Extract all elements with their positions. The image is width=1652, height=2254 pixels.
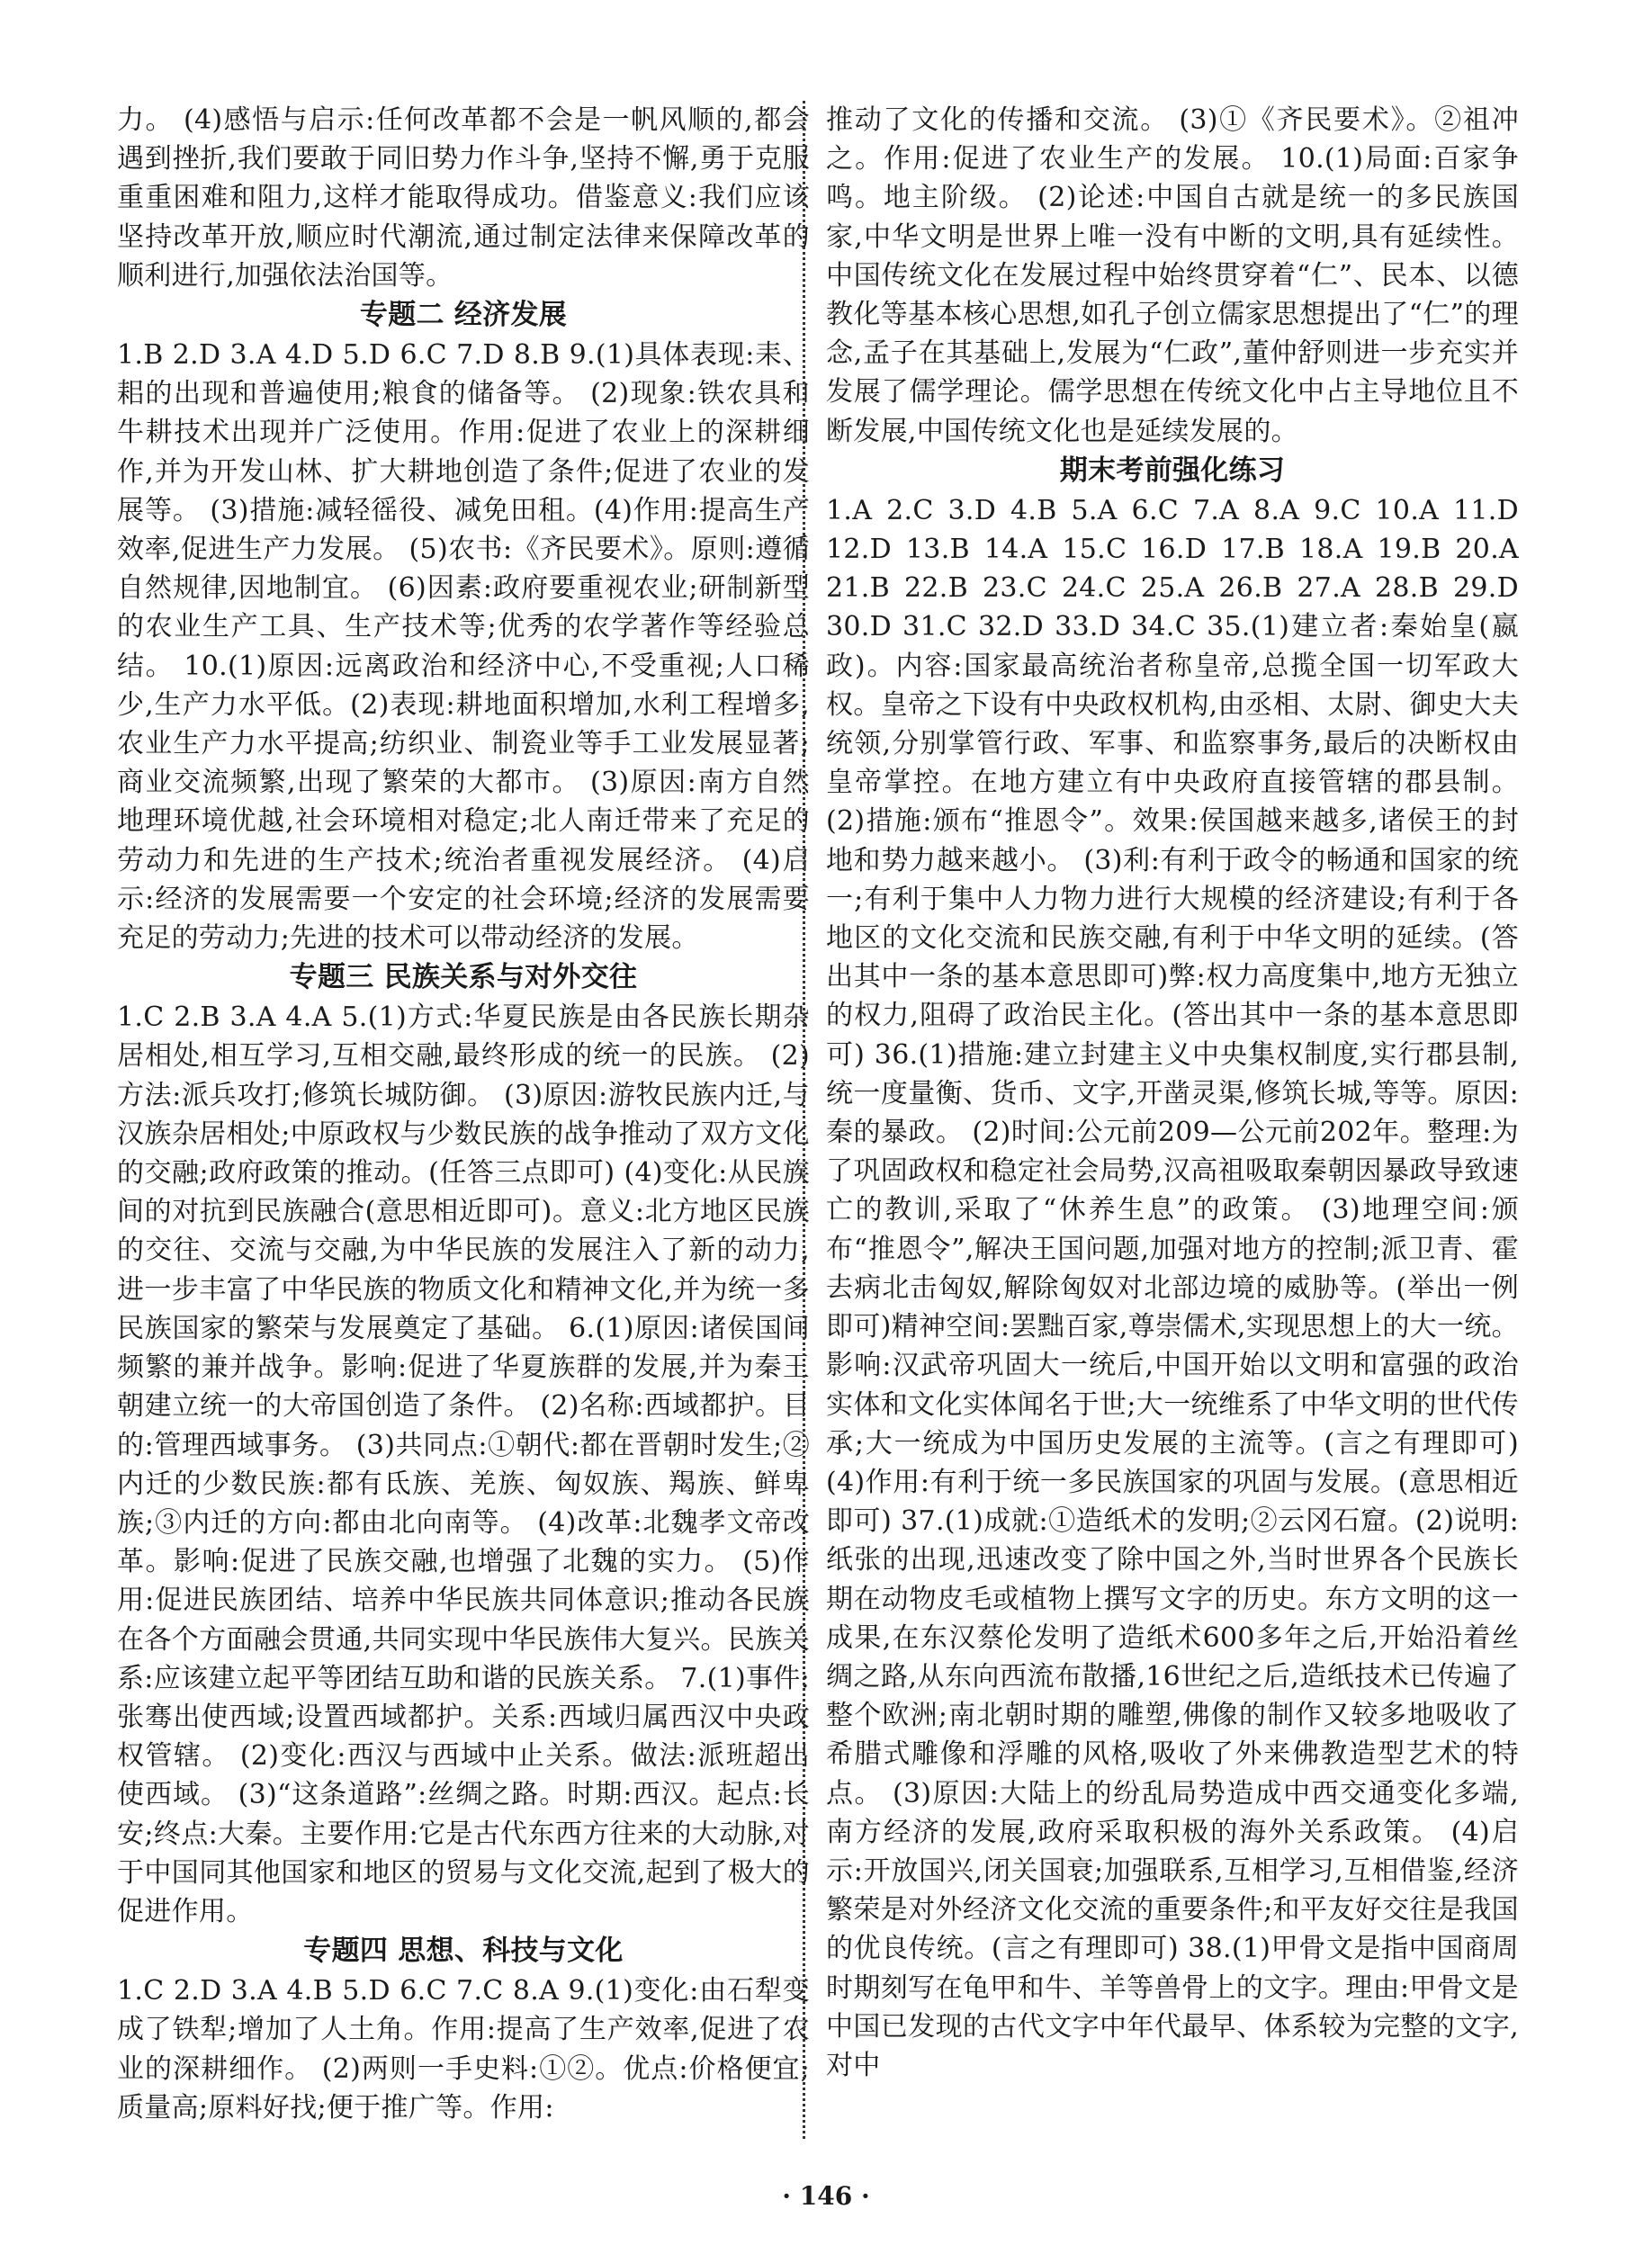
section-heading: 专题二 经济发展 (359, 299, 568, 332)
section-heading: 专题四 思想、科技与文化 (303, 1935, 624, 1968)
column-divider (803, 101, 805, 2139)
page-number: · 146 · (782, 2181, 870, 2211)
paragraph: 1.B 2.D 3.A 4.D 5.D 6.C 7.D 8.B 9.(1)具体表现:耒、耜的出现和普遍使用;粮食的储备等。 (2)现象:铁农具和牛耕技术出现并广泛使用。作用:促进了农业上的深耕细作,并为开发山林、扩大耕地创造了条件;促进了农业的发展等。 (3)措施:减轻徭役、减免田租。(4)作用:提高生产效率,促进生产力发展。 (5)农书:《齐民要术》。原则:遵循自然规律,因地制宜。 (6)因素:政府要重视农业;研制新型的农业生产工具、生产技术等;优秀的农学著作等经验总结。 10.(1)原因:远离政治和经济中心,不受重视;人口稀少,生产力水平低。(2)表现:耕地面积增加,水利工程增多,农业生产力水平提高;纺织业、制瓷业等手工业发展显著;商业交流频繁,出现了繁荣的大都市。 (3)原因:南方自然地理环境优越,社会环境相对稳定;北人南迁带来了充足的劳动力和先进的生产技术;统治者重视发展经济。 (4)启示:经济的发展需要一个安定的社会环境;经济的发展需要充足的劳动力;先进的技术可以带动经济的发展。 (117, 339, 810, 955)
paragraph: 力。 (4)感悟与启示:任何改革都不会是一帆风顺的,都会遇到挫折,我们要敢于同旧势力作斗争,坚持不懈,勇于克服重重困难和阻力,这样才能取得成功。借鉴意义:我们应该坚持改革开放,顺应时代潮流,通过制定法律来保障改革的顺利进行,加强依法治国等。 (117, 104, 810, 292)
paragraph: 1.C 2.D 3.A 4.B 5.D 6.C 7.C 8.A 9.(1)变化:由石犁变成了铁犁;增加了人土角。作用:提高了生产效率,促进了农业的深耕细作。 (2)两则一手史料:①②。优点:价格便宜;质量高;原料好找;便于推广等。作用: (117, 1975, 810, 2124)
section-heading: 专题三 民族关系与对外交往 (289, 961, 638, 994)
left-column (117, 101, 810, 2127)
paragraph: 1.A 2.C 3.D 4.B 5.A 6.C 7.A 8.A 9.C 10.A 11.D 12.D 13.B 14.A 15.C 16.D 17.B 18.A 19.B 20.A 21.B 22.B 23.C 24.C 25.A 26.B 27.A 28.B 29.D 30.D 31.C 32.D 33.D 34.C 35.(1)建立者:秦始皇(嬴政)。内容:国家最高统治者称皇帝,总揽全国一切军政大权。皇帝之下设有中央政权机构,由丞相、太尉、御史大夫统领,分别掌管行政、军事、和监察事务,最后的决断权由皇帝掌控。在地方建立有中央政府直接管辖的郡县制。 (2)措施:颁布“推恩令”。效果:侯国越来越多,诸侯王的封地和势力越来越小。 (3)利:有利于政令的畅通和国家的统一;有利于集中人力物力进行大规模的经济建设;有利于各地区的文化交流和民族交融,有利于中华文明的延续。(答出其中一条的基本意思即可)弊:权力高度集中,地方无独立的权力,阻碍了政治民主化。(答出其中一条的基本意思即可) 36.(1)措施:建立封建主义中央集权制度,实行郡县制,统一度量衡、货币、文字,开凿灵渠,修筑长城,等等。原因:秦的暴政。 (2)时间:公元前209—公元前202年。整理:为了巩固政权和稳定社会局势,汉高祖吸取秦朝因暴政导致速亡的教训,采取了“休养生息”的政策。 (3)地理空间:颁布“推恩令”,解决王国问题,加强对地方的控制;派卫青、霍去病北击匈奴,解除匈奴对北部边境的威胁等。(举出一例即可)精神空间:罢黜百家,尊崇儒术,实现思想上的大一统。影响:汉武帝巩固大一统后,中国开始以文明和富强的政治实体和文化实体闻名于世;大一统维系了中华文明的世代传承;大一统成为中国历史发展的主流等。(言之有理即可)(4)作用:有利于统一多民族国家的巩固与发展。(意思相近即可) 37.(1)成就:①造纸术的发明;②云冈石窟。(2)说明:纸张的出现,迅速改变了除中国之外,当时世界各个民族长期在动物皮毛或植物上撰写文字的历史。东方文明的这一成果,在东汉蔡伦发明了造纸术600多年之后,开始沿着丝绸之路,从东向西流布散播,16世纪之后,造纸技术已传遍了整个欧洲;南北朝时期的雕塑,佛像的制作又较多地吸收了希腊式雕像和浮雕的风格,吸收了外来佛教造型艺术的特点。 (3)原因:大陆上的纷乱局势造成中西交通变化多端,南方经济的发展,政府采取积极的海外关系政策。 (4)启示:开放国兴,闭关国衰;加强联系,互相学习,互相借鉴,经济繁荣是对外经济文化交流的重要条件;和平友好交往是我国的优良传统。(言之有理即可) 38.(1)甲骨文是指中国商周时期刻写在龟甲和牛、羊等兽骨上的文字。理由:甲骨文是中国已发现的古代文字中年代最早、体系较为完整的文字,对中 (826, 494, 1519, 2081)
paragraph: 1.C 2.B 3.A 4.A 5.(1)方式:华夏民族是由各民族长期杂居相处,相互学习,互相交融,最终形成的统一的民族。 (2)方法:派兵攻打;修筑长城防御。 (3)原因:游牧民族内迁,与汉族杂居相处;中原政权与少数民族的战争推动了双方文化的交融;政府政策的推动。(任答三点即可) (4)变化:从民族间的对抗到民族融合(意思相近即可)。意义:北方地区民族的交往、交流与交融,为中华民族的发展注入了新的动力,进一步丰富了中华民族的物质文化和精神文化,并为统一多民族国家的繁荣与发展奠定了基础。 6.(1)原因:诸侯国间频繁的兼并战争。影响:促进了华夏族群的发展,并为秦王朝建立统一的大帝国创造了条件。 (2)名称:西域都护。目的:管理西域事务。 (3)共同点:①朝代:都在晋朝时发生;②内迁的少数民族:都有氐族、羌族、匈奴族、羯族、鲜卑族;③内迁的方向:都由北向南等。 (4)改革:北魏孝文帝改革。影响:促进了民族交融,也增强了北魏的实力。 (5)作用:促进民族团结、培养中华民族共同体意识;推动各民族在各个方面融会贯通,共同实现中华民族伟大复兴。民族关系:应该建立起平等团结互助和谐的民族关系。 7.(1)事件:张骞出使西域;设置西域都护。关系:西域归属西汉中央政权管辖。 (2)变化:西汉与西域中止关系。做法:派班超出使西域。 (3)“这条道路”:丝绸之路。时期:西汉。起点:长安;终点:大秦。主要作用:它是古代东西方往来的大动脉,对于中国同其他国家和地区的贸易与文化交流,起到了极大的促进作用。 (117, 1001, 810, 1927)
right-column (826, 101, 1519, 2085)
paragraph: 推动了文化的传播和交流。 (3)①《齐民要术》。②祖冲之。作用:促进了农业生产的发展。 10.(1)局面:百家争鸣。地主阶级。 (2)论述:中国自古就是统一的多民族国家,中华文明是世界上唯一没有中断的文明,具有延续性。中国传统文化在发展过程中始终贯穿着“仁”、民本、以德教化等基本核心思想,如孔子创立儒家思想提出了“仁”的理念,孟子在其基础上,发展为“仁政”,董仲舒则进一步充实并发展了儒学理论。儒学思想在传统文化中占主导地位且不断发展,中国传统文化也是延续发展的。 (826, 104, 1519, 447)
section-heading: 期末考前强化练习 (1059, 453, 1286, 487)
